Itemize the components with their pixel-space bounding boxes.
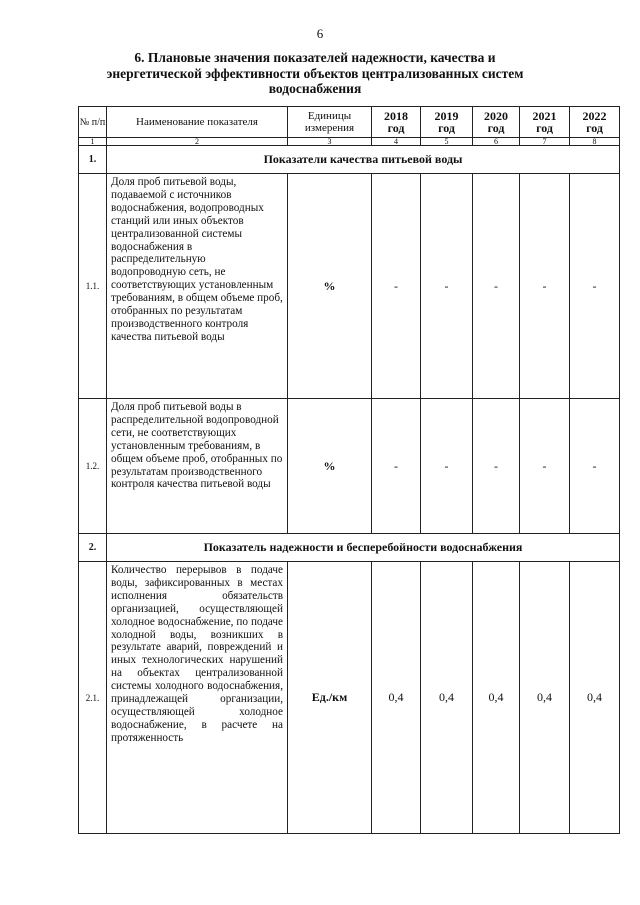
column-number: 6 [473,138,520,146]
row-number: 2.1. [79,562,107,834]
value-cell: - [473,174,520,399]
section-title-cell: Показатели качества питьевой воды [107,146,620,174]
indicator-name: Количество перерывов в подаче воды, зафиксированных в местах исполнения обязательств организацией, осуществляющей холодное водоснабжение, по подаче холодной воды, возникших в результате аварий, повреждений и иных технологических нарушений на объектах централизованной системы холодного водоснабжения, принадлежащей организации, осуществляющей холодное водоснабжение, в расчете на протяженность [107,562,288,834]
section-row [79,534,620,562]
section-number: 2. [79,534,107,562]
value-cell: - [520,174,570,399]
indicators-table [78,106,620,834]
column-numbers-row [79,138,620,146]
header-year-2018: 2018 год [372,107,421,138]
header-year-2022: 2022 год [570,107,620,138]
value-cell: - [372,399,421,534]
section-title-cell: Показатель надежности и бесперебойности водоснабжения [107,534,620,562]
column-number: 2 [107,138,288,146]
column-number: 8 [570,138,620,146]
value-cell: 0,4 [473,562,520,834]
section-number: 1. [79,146,107,174]
column-number: 1 [79,138,107,146]
table-row [79,399,620,534]
value-cell: - [372,174,421,399]
column-number: 4 [372,138,421,146]
section-title: 6. Плановые значения показателей надежности, качества и энергетической эффективности объектов централизованных систем водоснабжения [106,50,524,96]
header-year-2019: 2019 год [421,107,473,138]
header-name: Наименование показателя [107,107,288,138]
value-cell: 0,4 [372,562,421,834]
indicator-name: Доля проб питьевой воды, подаваемой с источников водоснабжения, водопроводных станций или иных объектов централизованной системы водоснабжения в распределительную водопроводную сеть, не соответствующих установленным требованиям, в общем объеме проб, отобранных по результатам производственного контроля качества питьевой воды [107,174,288,399]
value-cell: - [570,399,620,534]
header-row [79,107,620,138]
header-year-2021: 2021 год [520,107,570,138]
table-row [79,174,620,399]
header-num: № п/п [79,107,107,138]
row-number: 1.1. [79,174,107,399]
header-unit: Единицы измерения [288,107,372,138]
table-row [79,562,620,834]
value-cell: 0,4 [421,562,473,834]
page-number: 6 [316,26,324,41]
column-number: 5 [421,138,473,146]
unit-cell: % [288,174,372,399]
value-cell: 0,4 [520,562,570,834]
column-number: 7 [520,138,570,146]
value-cell: - [473,399,520,534]
header-year-2020: 2020 год [473,107,520,138]
row-number: 1.2. [79,399,107,534]
column-number: 3 [288,138,372,146]
value-cell: 0,4 [570,562,620,834]
indicator-name: Доля проб питьевой воды в распределительной водопроводной сети, не соответствующих установленным требованиям, в общем объеме проб, отобранных по результатам производственного контроля качества питьевой воды [107,399,288,534]
value-cell: - [520,399,570,534]
unit-cell: Ед./км [288,562,372,834]
section-row [79,146,620,174]
value-cell: - [570,174,620,399]
value-cell: - [421,399,473,534]
value-cell: - [421,174,473,399]
unit-cell: % [288,399,372,534]
